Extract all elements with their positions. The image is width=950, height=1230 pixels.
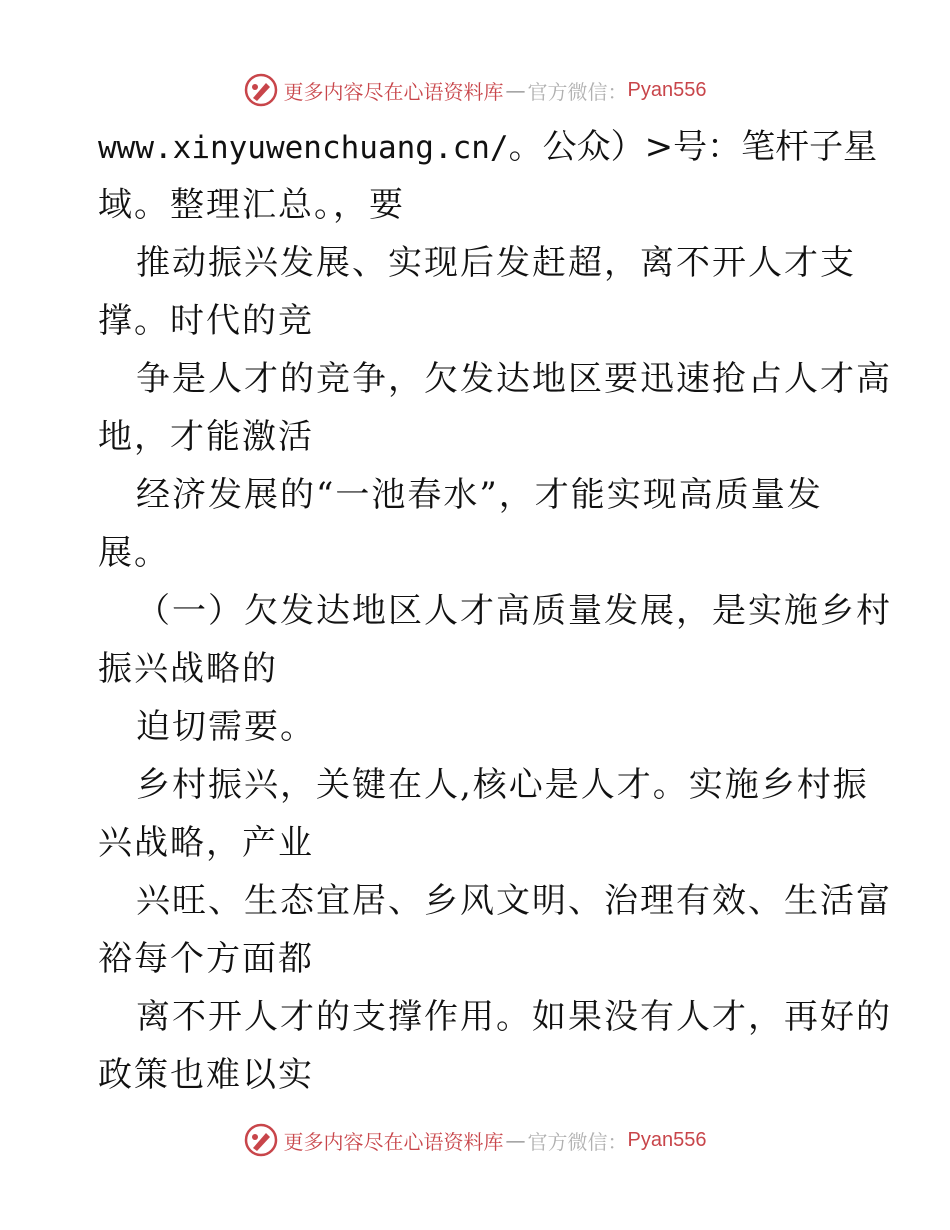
text-line: 推动振兴发展、实现后发赶超，离不开人才支 (136, 243, 856, 283)
header-banner (0, 70, 950, 110)
banner-wechat-label: 官方微信： (527, 1129, 628, 1154)
text-line: 政策也难以实 (98, 1055, 314, 1095)
text-line: 乡村振兴，关键在人,核心是人才。实施乡村振 (136, 765, 869, 805)
url-suffix: 。公众）>号：笔杆子星 (508, 127, 878, 167)
section-heading-line: （一）欠发达地区人才高质量发展，是实施乡村 (136, 591, 892, 631)
banner-wechat-id: Pyan556 (627, 1128, 707, 1151)
text-line: 撑。时代的竞 (98, 301, 314, 341)
text-line: 地，才能激活 (98, 417, 314, 457)
section-heading-line: 振兴战略的 (98, 649, 278, 689)
section-heading-line: 迫切需要。 (136, 707, 316, 747)
banner-dash: — (505, 1128, 526, 1152)
text-line: 争是人才的竞争，欠发达地区要迅速抢占人才高 (136, 359, 892, 399)
text-line: 展。 (98, 533, 170, 573)
text-line: 兴战略，产业 (98, 823, 314, 863)
banner-wechat-label: 官方微信： (527, 79, 628, 104)
banner-text: 更多内容尽在心语资料库 (283, 79, 504, 104)
text-line: 离不开人才的支撑作用。如果没有人才，再好的 (136, 997, 892, 1037)
text-line: 经济发展的“一池春水”，才能实现高质量发 (136, 475, 823, 515)
banner-wechat-id: Pyan556 (627, 78, 707, 101)
text-line: 兴旺、生态宜居、乡风文明、治理有效、生活富 (136, 881, 892, 921)
text-line: 裕每个方面都 (98, 939, 314, 979)
banner-dash: — (505, 78, 526, 102)
pen-seal-icon (244, 1123, 278, 1157)
banner-text: 更多内容尽在心语资料库 (283, 1129, 504, 1154)
source-url: www.xinyuwenchuang.cn/ (98, 130, 509, 166)
document-body (98, 118, 892, 1104)
footer-banner (0, 1120, 950, 1160)
pen-seal-icon (244, 73, 278, 107)
text-line: 域。整理汇总。，要 (98, 185, 405, 225)
text-line-url (98, 118, 878, 176)
